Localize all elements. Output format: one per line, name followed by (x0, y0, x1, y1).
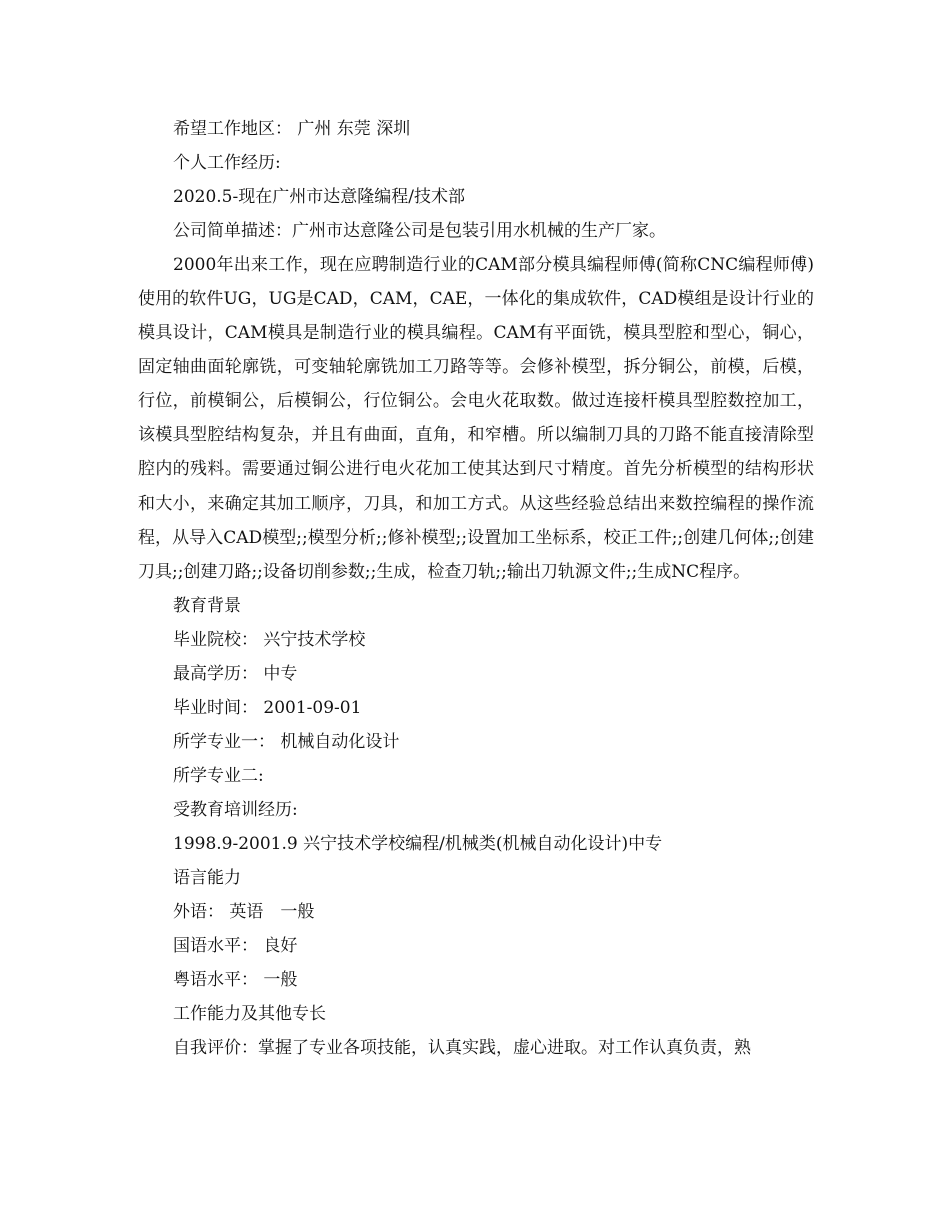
mandarin-level: 国语水平： 良好 (173, 936, 298, 957)
training-record: 1998.9-2001.9 兴宁技术学校编程/机械类(机械自动化设计)中专 (173, 833, 663, 854)
graduation-date: 毕业时间： 2001-09-01 (173, 697, 362, 718)
work-experience-heading: 个人工作经历: (173, 153, 281, 174)
major-two: 所学专业二: (173, 765, 264, 786)
cantonese-level: 粤语水平： 一般 (173, 970, 298, 991)
major-one: 所学专业一： 机械自动化设计 (173, 731, 400, 752)
preferred-location: 希望工作地区： 广州 东莞 深圳 (173, 119, 411, 139)
highest-degree: 最高学历： 中专 (173, 663, 298, 684)
self-evaluation: 自我评价：掌握了专业各项技能，认真实践，虚心进取。对工作认真负责，熟 (173, 1038, 751, 1059)
resume-page (138, 112, 814, 1065)
skills-heading: 工作能力及其他专长 (173, 1004, 326, 1025)
school: 毕业院校： 兴宁技术学校 (173, 629, 366, 650)
foreign-language: 外语： 英语 一般 (173, 902, 315, 923)
work-description-paragraph: 2000年出来工作，现在应聘制造行业的CAM部分模具编程师傅(简称CNC编程师傅)使用的软件UG，UG是CAD，CAM，CAE，一体化的集成软件，CAD模组是设计行业的模具设计，CAM模具是制造行业的模具编程。CAM有平面铣，模具型腔和型心，铜心，固定轴曲面轮廓铣，可变轴轮廓铣加工刀路等等。会修补模型，拆分铜公，前模，后模，行位，前模铜公，后模铜公，行位铜公。会电火花取数。做过连接杆模具型腔数控加工，该模具型腔结构复杂，并且有曲面，直角，和窄槽。所以编制刀具的刀路不能直接清除型腔内的残料。需要通过铜公进行电火花加工使其达到尺寸精度。首先分析模型的结构形状和大小，来确定其加工顺序，刀具，和加工方式。从这些经验总结出来数控编程的操作流程，从导入CAD模型;;模型分析;;修补模型;;设置加工坐标系，校正工件;;创建几何体;;创建刀具;;创建刀路;;设备切削参数;;生成，检查刀轨;;输出刀轨源文件;;生成NC程序。 (138, 255, 814, 582)
education-heading: 教育背景 (173, 595, 241, 616)
company-description: 公司简单描述：广州市达意隆公司是包装引用水机械的生产厂家。 (173, 221, 666, 242)
language-heading: 语言能力 (173, 868, 241, 889)
training-heading: 受教育培训经历: (173, 799, 298, 820)
job-period: 2020.5-现在广州市达意隆编程/技术部 (173, 187, 465, 208)
